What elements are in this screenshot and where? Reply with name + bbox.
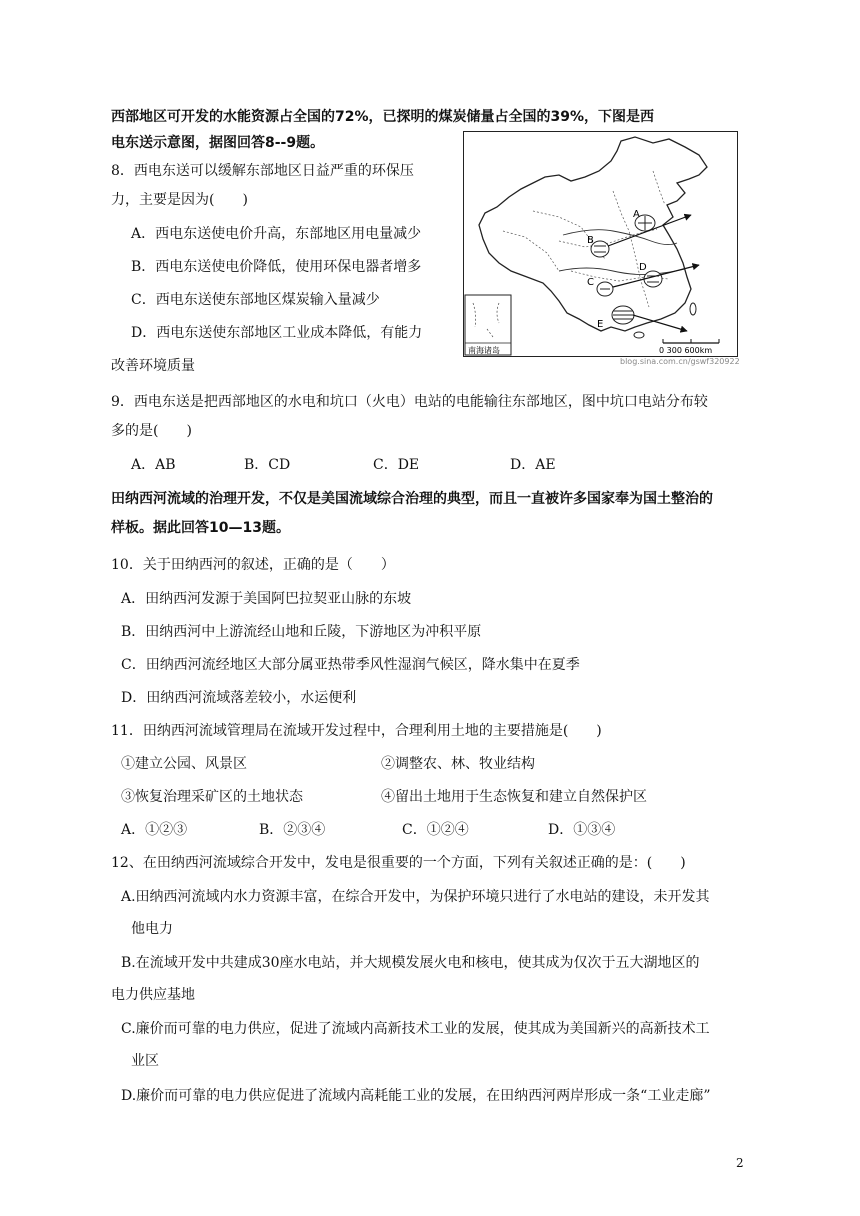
q11-option-c: C．①②④ [402,822,469,838]
map-label-b: B [587,235,594,246]
intro2-line-1: 田纳西河流域的治理开发，不仅是美国流域综合治理的典型，而且一直被许多国家奉为国土整治的 [111,491,713,507]
q8-stem-1: 8．西电东送可以缓解东部地区日益严重的环保压 [111,163,414,179]
q11-item-4: ④留出土地用于生态恢复和建立自然保护区 [381,789,647,805]
q8-option-d-1: D．西电东送使东部地区工业成本降低，有能力 [131,325,423,341]
intro-line-1: 西部地区可开发的水能资源占全国的72%，已探明的煤炭储量占全国的39%，下图是西 [111,109,655,125]
q10-option-c: C．田纳西河流经地区大部分属亚热带季风性湿润气候区，降水集中在夏季 [121,657,580,673]
q10-option-b: B．田纳西河中上游流经山地和丘陵，下游地区为冲积平原 [121,624,482,640]
q12-option-c-2: 业区 [131,1053,159,1069]
q9-option-b: B．CD [244,457,291,473]
station-marker-e [612,306,634,324]
q12-option-b-1: B.在流域开发中共建成30座水电站，并大规模发展火电和核电，使其成为仅次于五大湖地区的 [121,955,700,971]
station-marker-d [644,271,662,287]
q12-option-a-2: 他电力 [131,921,173,937]
q9-stem-2: 多的是( ) [111,423,192,439]
q9-option-d: D．AE [510,457,556,473]
intro-line-2: 电东送示意图，据图回答8--9题。 [111,135,325,151]
q9-option-a: A．AB [131,457,176,473]
intro2-line-2: 样板。据此回答10—13题。 [111,520,290,536]
map-label-a: A [633,209,640,220]
q11-option-a: A．①②③ [121,822,188,838]
inset-label: 南海诸岛 [468,346,500,355]
scale-label: 0 300 600km [659,346,713,355]
q12-option-c-1: C.廉价而可靠的电力供应，促进了流域内高新技术工业的发展，使其成为美国新兴的高新技术工 [121,1021,710,1037]
q9-stem-1: 9．西电东送是把西部地区的水电和坑口（火电）电站的电能输往东部地区，图中坑口电站分布较 [111,394,708,410]
q11-item-1: ①建立公园、风景区 [121,756,247,772]
q8-option-d-2: 改善环境质量 [111,358,195,374]
q9-option-c: C．DE [373,457,420,473]
q12-stem: 12、在田纳西河流域综合开发中，发电是很重要的一个方面，下列有关叙述正确的是：( ) [111,855,686,871]
map-label-d: D [639,262,647,273]
page-number: 2 [736,1156,744,1170]
watermark: blog.sina.com.cn/gswf320922 [620,357,740,366]
q10-option-d: D．田纳西河流域落差较小，水运便利 [121,690,357,706]
q12-option-b-2: 电力供应基地 [111,987,195,1003]
q8-option-b: B．西电东送使电价降低，使用环保电器者增多 [131,259,422,275]
china-power-transmission-map [463,131,738,357]
q8-stem-2: 力，主要是因为( ) [111,192,248,208]
q8-option-a: A．西电东送使电价升高，东部地区用电量减少 [131,226,422,242]
map-label-c: C [587,277,594,288]
q12-option-d: D.廉价而可靠的电力供应促进了流域内高耗能工业的发展，在田纳西河两岸形成一条“工业走廊” [121,1088,711,1104]
q10-option-a: A．田纳西河发源于美国阿巴拉契亚山脉的东坡 [121,591,412,607]
map-label-e: E [597,319,604,330]
q10-stem: 10．关于田纳西河的叙述，正确的是（ ） [111,557,395,573]
q11-option-b: B．②③④ [259,822,326,838]
q11-item-3: ③恢复治理采矿区的土地状态 [121,789,303,805]
q11-option-d: D．①③④ [548,822,616,838]
q11-item-2: ②调整农、林、牧业结构 [381,756,535,772]
south-china-sea-inset [465,295,511,355]
q11-stem: 11．田纳西河流域管理局在流域开发过程中，合理利用土地的主要措施是( ) [111,723,602,739]
q12-option-a-1: A.田纳西河流域内水力资源丰富，在综合开发中，为保护环境只进行了水电站的建设，未开发其 [121,889,710,905]
station-marker-c [597,282,613,296]
q8-option-c: C．西电东送使东部地区煤炭输入量减少 [131,292,380,308]
